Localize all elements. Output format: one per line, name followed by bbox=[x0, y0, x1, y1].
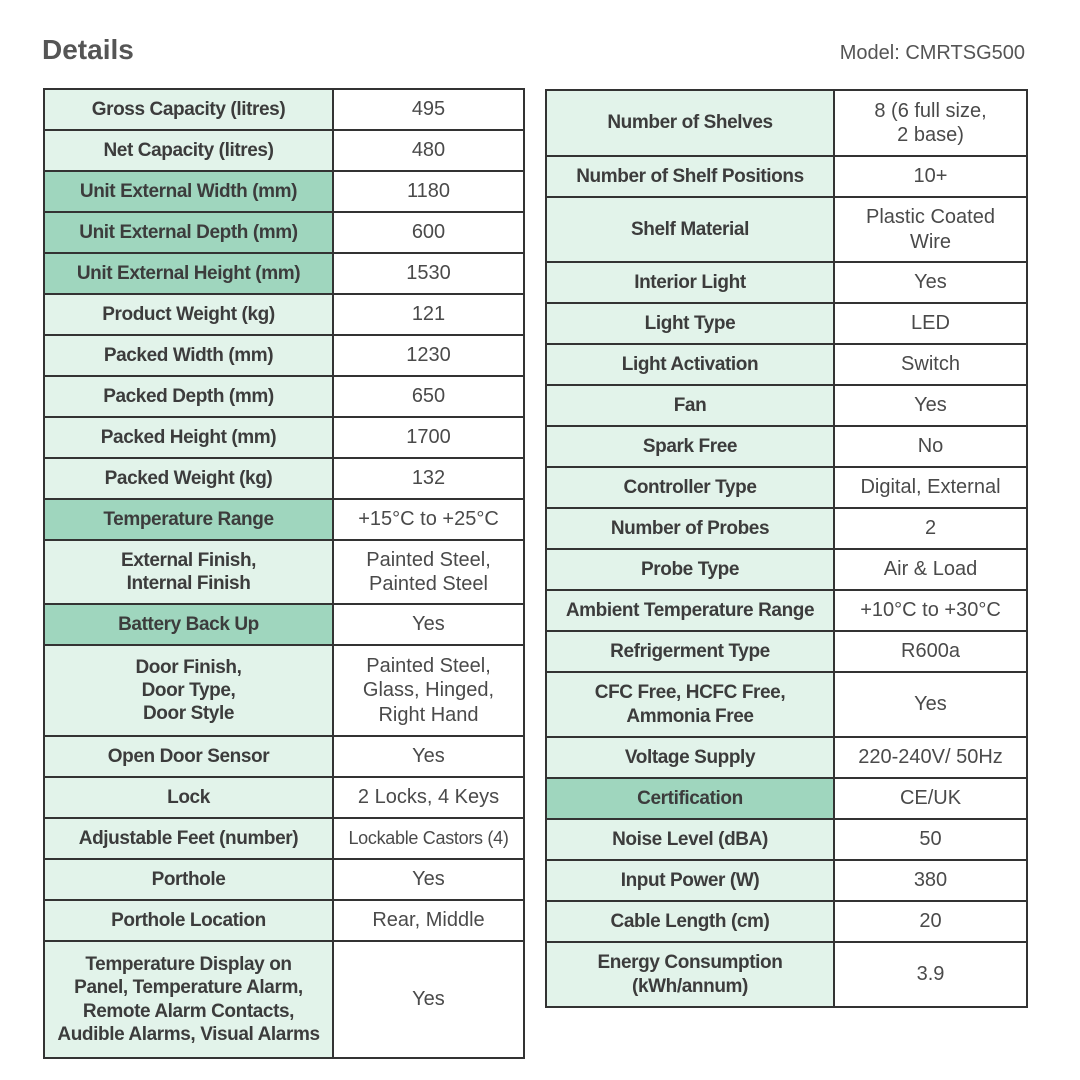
spec-label: Fan bbox=[546, 385, 834, 426]
spec-label: Ambient Temperature Range bbox=[546, 590, 834, 631]
spec-row bbox=[44, 89, 524, 130]
spec-value: 2 Locks, 4 Keys bbox=[333, 777, 524, 818]
spec-label: Number of Shelves bbox=[546, 90, 834, 156]
spec-label: Net Capacity (litres) bbox=[44, 130, 333, 171]
spec-row bbox=[546, 508, 1027, 549]
spec-value: 1230 bbox=[333, 335, 524, 376]
spec-row bbox=[44, 645, 524, 736]
spec-label: Unit External Width (mm) bbox=[44, 171, 333, 212]
spec-label: Light Type bbox=[546, 303, 834, 344]
spec-label: Cable Length (cm) bbox=[546, 901, 834, 942]
spec-value: 1180 bbox=[333, 171, 524, 212]
spec-label: Voltage Supply bbox=[546, 737, 834, 778]
spec-row bbox=[44, 376, 524, 417]
model-number: Model: CMRTSG500 bbox=[839, 42, 1025, 64]
spec-row bbox=[44, 130, 524, 171]
spec-label: Porthole bbox=[44, 859, 333, 900]
spec-value: 650 bbox=[333, 376, 524, 417]
spec-row bbox=[546, 90, 1027, 156]
spec-value: Digital, External bbox=[834, 467, 1027, 508]
spec-value: 132 bbox=[333, 458, 524, 499]
spec-row bbox=[44, 736, 524, 777]
spec-row bbox=[546, 590, 1027, 631]
spec-row bbox=[44, 941, 524, 1058]
spec-label: Unit External Depth (mm) bbox=[44, 212, 333, 253]
spec-row bbox=[44, 294, 524, 335]
spec-row bbox=[546, 737, 1027, 778]
spec-value: Yes bbox=[333, 604, 524, 645]
spec-label: Energy Consumption (kWh/annum) bbox=[546, 942, 834, 1007]
spec-value: Air & Load bbox=[834, 549, 1027, 590]
spec-value: Painted Steel, Glass, Hinged, Right Hand bbox=[333, 645, 524, 736]
spec-row bbox=[546, 860, 1027, 901]
spec-row bbox=[546, 672, 1027, 737]
spec-label: Temperature Range bbox=[44, 499, 333, 540]
spec-row bbox=[44, 900, 524, 941]
spec-value: Switch bbox=[834, 344, 1027, 385]
spec-value: Lockable Castors (4) bbox=[333, 818, 524, 859]
spec-label: Battery Back Up bbox=[44, 604, 333, 645]
spec-label: Certification bbox=[546, 778, 834, 819]
spec-value: +10°C to +30°C bbox=[834, 590, 1027, 631]
spec-label: Unit External Height (mm) bbox=[44, 253, 333, 294]
spec-value: 20 bbox=[834, 901, 1027, 942]
spec-row bbox=[546, 549, 1027, 590]
spec-label: Adjustable Feet (number) bbox=[44, 818, 333, 859]
spec-label: Packed Width (mm) bbox=[44, 335, 333, 376]
spec-label: Shelf Material bbox=[546, 197, 834, 262]
spec-row bbox=[44, 171, 524, 212]
spec-row bbox=[44, 540, 524, 604]
spec-value: 600 bbox=[333, 212, 524, 253]
spec-row bbox=[44, 859, 524, 900]
spec-value: LED bbox=[834, 303, 1027, 344]
spec-label: Packed Height (mm) bbox=[44, 417, 333, 458]
spec-row bbox=[546, 467, 1027, 508]
spec-row bbox=[44, 458, 524, 499]
spec-row bbox=[44, 212, 524, 253]
spec-label: Open Door Sensor bbox=[44, 736, 333, 777]
spec-label: Packed Depth (mm) bbox=[44, 376, 333, 417]
spec-row bbox=[44, 604, 524, 645]
spec-value: 121 bbox=[333, 294, 524, 335]
spec-row bbox=[44, 818, 524, 859]
spec-label: Refrigerment Type bbox=[546, 631, 834, 672]
spec-row bbox=[44, 499, 524, 540]
spec-row bbox=[546, 778, 1027, 819]
spec-value: 220-240V/ 50Hz bbox=[834, 737, 1027, 778]
spec-value: 495 bbox=[333, 89, 524, 130]
spec-row bbox=[546, 344, 1027, 385]
spec-label: Porthole Location bbox=[44, 900, 333, 941]
spec-row bbox=[546, 385, 1027, 426]
spec-label: Number of Shelf Positions bbox=[546, 156, 834, 197]
page-title: Details bbox=[42, 34, 134, 65]
spec-row bbox=[44, 777, 524, 818]
spec-label: External Finish, Internal Finish bbox=[44, 540, 333, 604]
spec-label: Noise Level (dBA) bbox=[546, 819, 834, 860]
spec-label: Temperature Display on Panel, Temperature Alarm, Remote Alarm Contacts, Audible Alarms, Visual Alarms bbox=[44, 941, 333, 1058]
spec-value: 480 bbox=[333, 130, 524, 171]
spec-row bbox=[546, 426, 1027, 467]
spec-value: Yes bbox=[834, 262, 1027, 303]
spec-label: Input Power (W) bbox=[546, 860, 834, 901]
spec-value: 1530 bbox=[333, 253, 524, 294]
spec-label: Spark Free bbox=[546, 426, 834, 467]
spec-row bbox=[546, 197, 1027, 262]
spec-row bbox=[546, 819, 1027, 860]
spec-value: 8 (6 full size, 2 base) bbox=[834, 90, 1027, 156]
spec-value: 3.9 bbox=[834, 942, 1027, 1007]
spec-label: Product Weight (kg) bbox=[44, 294, 333, 335]
spec-row bbox=[546, 631, 1027, 672]
spec-row bbox=[44, 253, 524, 294]
spec-label: Probe Type bbox=[546, 549, 834, 590]
spec-row bbox=[44, 335, 524, 376]
spec-label: Packed Weight (kg) bbox=[44, 458, 333, 499]
spec-label: Number of Probes bbox=[546, 508, 834, 549]
spec-row bbox=[546, 262, 1027, 303]
spec-label: Controller Type bbox=[546, 467, 834, 508]
spec-value: No bbox=[834, 426, 1027, 467]
spec-row bbox=[44, 417, 524, 458]
spec-row bbox=[546, 156, 1027, 197]
spec-label: Lock bbox=[44, 777, 333, 818]
spec-value: Rear, Middle bbox=[333, 900, 524, 941]
spec-value: Painted Steel, Painted Steel bbox=[333, 540, 524, 604]
spec-value: Yes bbox=[834, 385, 1027, 426]
spec-label: Door Finish, Door Type, Door Style bbox=[44, 645, 333, 736]
spec-value: +15°C to +25°C bbox=[333, 499, 524, 540]
spec-value: 380 bbox=[834, 860, 1027, 901]
spec-row bbox=[546, 942, 1027, 1007]
left-spec-table bbox=[43, 88, 525, 1059]
spec-value: 1700 bbox=[333, 417, 524, 458]
spec-label: CFC Free, HCFC Free, Ammonia Free bbox=[546, 672, 834, 737]
spec-value: Yes bbox=[834, 672, 1027, 737]
spec-value: Yes bbox=[333, 941, 524, 1058]
right-spec-table bbox=[545, 89, 1028, 1008]
spec-label: Gross Capacity (litres) bbox=[44, 89, 333, 130]
spec-value: Yes bbox=[333, 736, 524, 777]
spec-row bbox=[546, 303, 1027, 344]
spec-value: 2 bbox=[834, 508, 1027, 549]
spec-label: Light Activation bbox=[546, 344, 834, 385]
spec-value: CE/UK bbox=[834, 778, 1027, 819]
spec-value: 50 bbox=[834, 819, 1027, 860]
spec-label: Interior Light bbox=[546, 262, 834, 303]
spec-value: R600a bbox=[834, 631, 1027, 672]
spec-value: Plastic Coated Wire bbox=[834, 197, 1027, 262]
spec-value: 10+ bbox=[834, 156, 1027, 197]
spec-value: Yes bbox=[333, 859, 524, 900]
spec-row bbox=[546, 901, 1027, 942]
